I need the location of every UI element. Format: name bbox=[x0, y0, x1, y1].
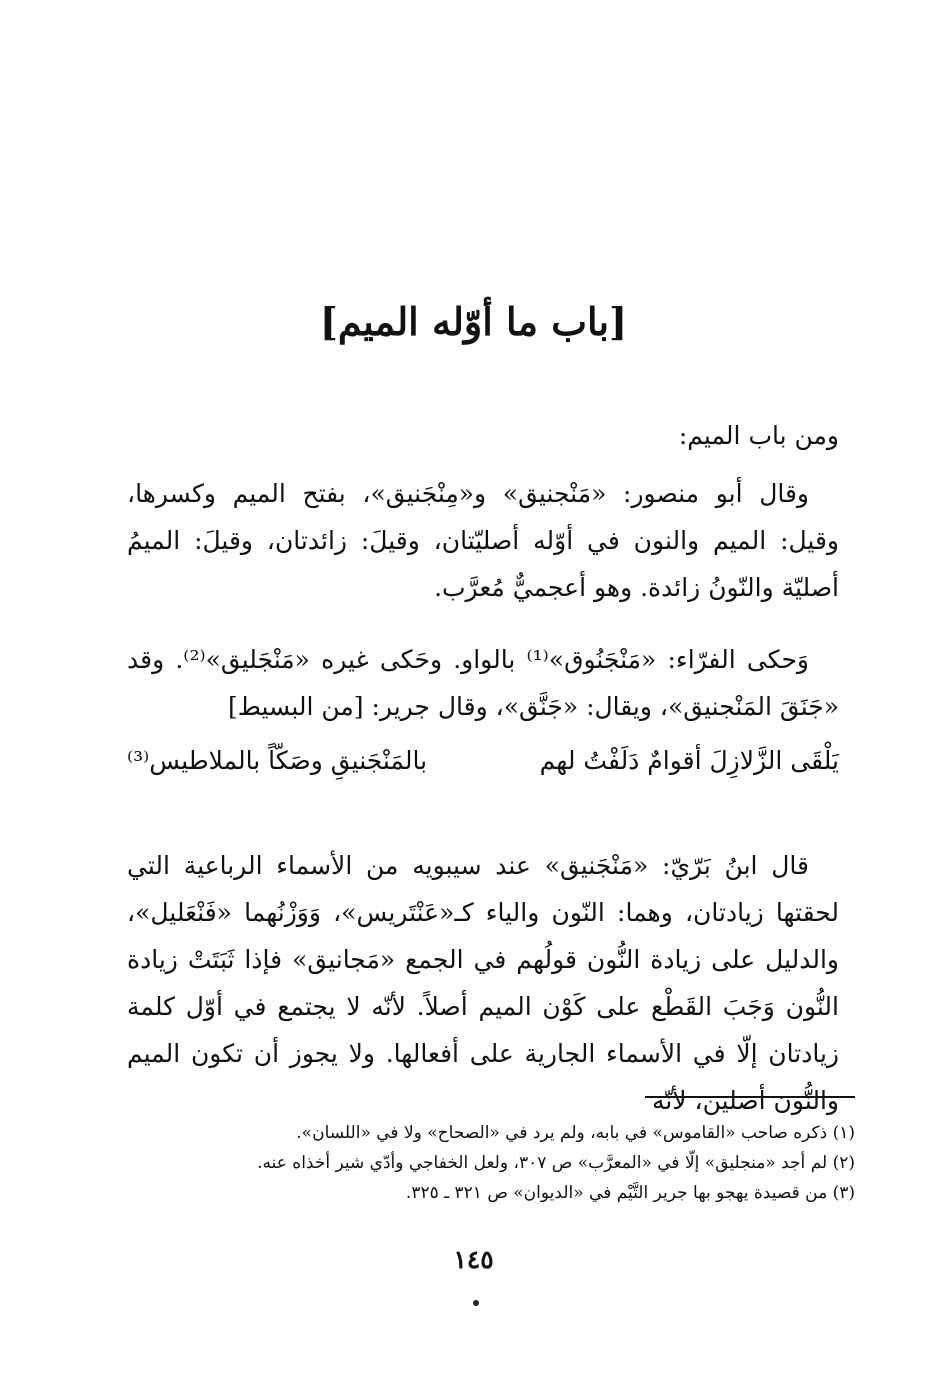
chapter-title: [باب ما أوّله الميم] bbox=[319, 299, 628, 344]
footnote-1: (١) ذكره صاحب «القاموس» في بابه، ولم يرد في «الصحاح» ولا في «اللسان». bbox=[296, 1123, 855, 1143]
poetry-verse bbox=[127, 736, 839, 786]
footnote-2: (٢) لم أجد «منجليق» إلّا في «المعرَّب» ص ٣٠٧، ولعل الخفاجي وأدّي شير أخذاه عنه. bbox=[257, 1153, 855, 1173]
paragraph-intro: ومن باب الميم: bbox=[678, 421, 839, 450]
paragraph-ibn-barri: قال ابنُ بَرّيّ: «مَنْجَنيق» عند سيبويه من الأسماء الرباعية التي لحقتها زيادتان، وهما: النّون والياء كـ«عَنْتَريس»، وَوَزْنُهما «فَنْعَليل»، والدليل على زيادة النُّون قولُهم في الجمع «مَجانيق» فإذا ثَبَتَتْ زيادة النُّون وَجَبَ القَطْع على كَوْن الميم أصلاً. لأنّه لا يجتمع في أوّل كلمة زيادتان إلّا في الأسماء الجارية على أفعالها. ولا يجوز أن تكون الميم والنُّون أصلين، لأنّه bbox=[127, 851, 839, 1115]
footnote-separator bbox=[645, 1096, 855, 1098]
page-number: ١٤٥ bbox=[453, 1245, 494, 1274]
verse-first-hemistich: يَلْقَى الزَّلازِلَ أقوامٌ دَلَفْتُ لهم bbox=[539, 746, 839, 775]
paragraph-farra: وَحكى الفرّاء: «مَنْجَنُوق»⁽¹⁾ بالواو. وحَكى غيره «مَنْجَليق»⁽²⁾. وقد «جَنَقَ المَنْجنيق»، ويقال: «جَنَّق»، وقال جرير: [من البسيط] bbox=[127, 645, 839, 721]
footnotes bbox=[95, 1118, 855, 1208]
page-dot-mark bbox=[473, 1300, 479, 1306]
paragraph-abu-mansur: وقال أبو منصور: «مَنْجنيق» و«مِنْجَنيق»، بفتح الميم وكسرها، وقيل: الميم والنون في أوّله أصليّتان، وقيلَ: زائدتان، وقيلَ: الميمُ أصليّة والنّونُ زائدة. وهو أعجميٌّ مُعرَّب. bbox=[127, 479, 839, 602]
footnote-3: (٣) من قصيدة يهجو بها جرير التَّيْم في «الديوان» ص ٣٢١ ـ ٣٢٥. bbox=[405, 1183, 855, 1203]
verse-second-hemistich: بالمَنْجَنيقِ وصَكّاً بالملاطيس⁽³⁾ bbox=[127, 746, 428, 775]
